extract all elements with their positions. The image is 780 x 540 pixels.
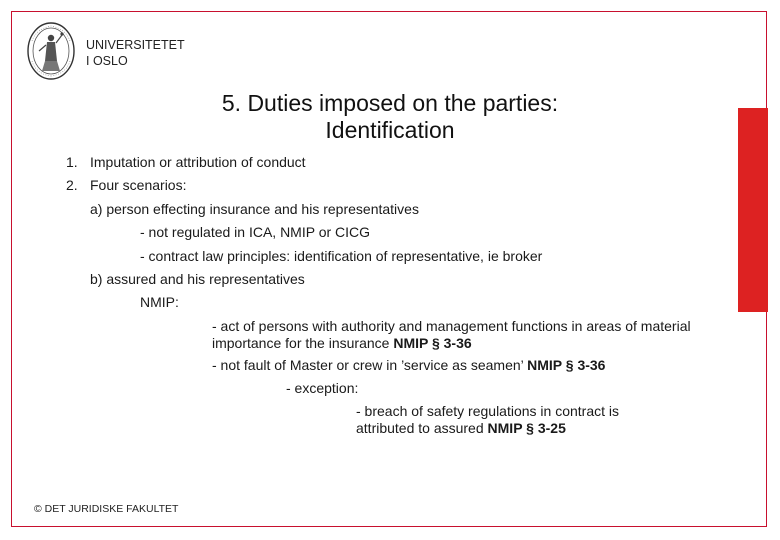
nmip-point-1-ref: NMIP § 3-36: [393, 335, 472, 351]
scenario-a: a) person effecting insurance and his representatives: [90, 201, 419, 217]
university-name: [86, 37, 185, 69]
slide-title-line2: Identification: [325, 117, 455, 143]
list-item-2-text: Four scenarios:: [90, 177, 187, 193]
nmip-point-1-text: - act of persons with authority and management functions in areas of material importance for the insurance: [212, 318, 691, 351]
scenario-a-point-2: - contract law principles: identification of representative, ie broker: [140, 248, 543, 264]
list-item-1-text: Imputation or attribution of conduct: [90, 154, 306, 170]
exception-label: - exception:: [286, 380, 359, 396]
university-name-line1: UNIVERSITETET: [86, 38, 185, 52]
nmip-point-2: [212, 357, 605, 374]
footer-copyright: © DET JURIDISKE FAKULTET: [34, 503, 179, 515]
slide-title-line1: 5. Duties imposed on the parties:: [221, 90, 559, 116]
exception-point: [356, 403, 676, 437]
university-seal-icon: [26, 21, 76, 81]
university-name-line2: I OSLO: [86, 54, 128, 68]
exception-point-ref: NMIP § 3-25: [487, 420, 566, 436]
list-item-1-number: 1.: [66, 154, 78, 170]
red-accent-bar: [738, 108, 768, 312]
slide-frame: [11, 11, 767, 527]
exception-point-text: - breach of safety regulations in contract is attributed to assured: [356, 403, 620, 436]
nmip-point-2-ref: NMIP § 3-36: [527, 357, 606, 373]
slide-title: [150, 90, 630, 144]
list-item-1: [66, 154, 306, 171]
nmip-point-2-text: - not fault of Master or crew in ’service as seamen’: [212, 357, 524, 373]
list-item-2: [66, 177, 186, 194]
nmip-point-1: [212, 318, 722, 352]
list-item-2-number: 2.: [66, 177, 78, 193]
scenario-a-point-1: - not regulated in ICA, NMIP or CICG: [140, 224, 371, 240]
scenario-b: b) assured and his representatives: [90, 271, 305, 287]
nmip-label: NMIP:: [140, 294, 179, 310]
